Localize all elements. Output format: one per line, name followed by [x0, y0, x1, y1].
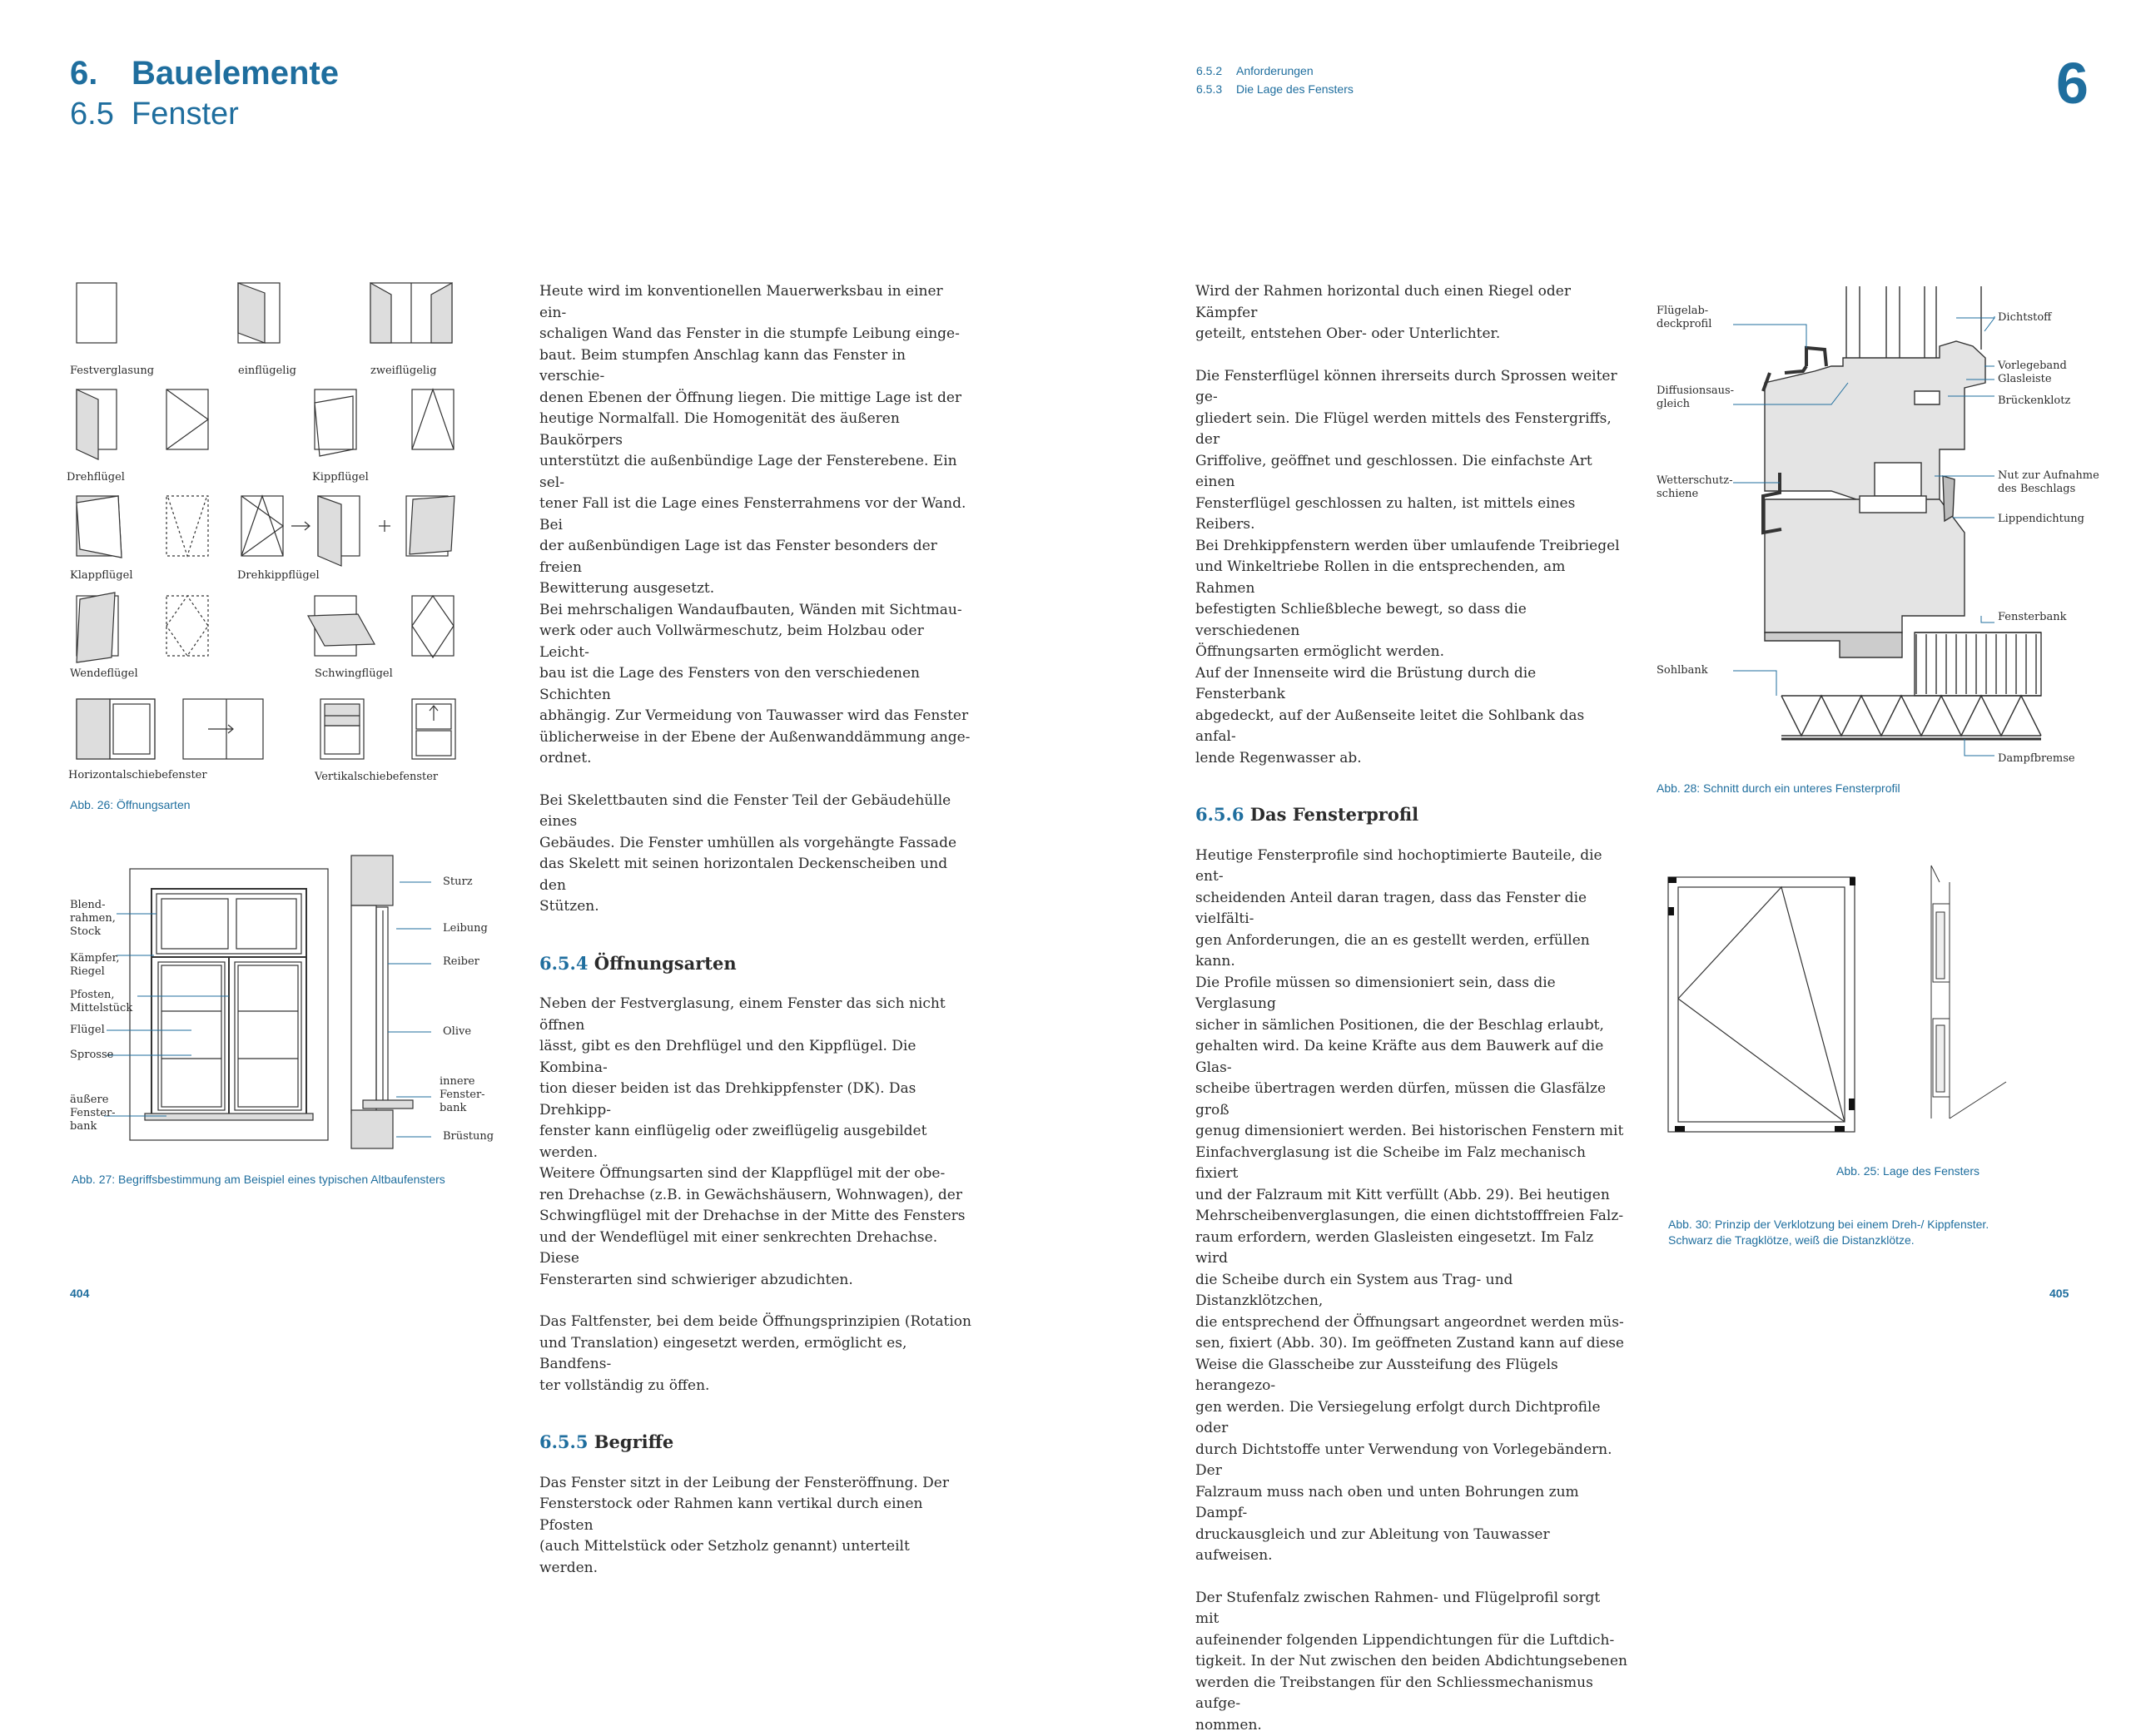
fig28-label: Flügelab- deckprofil — [1657, 305, 1711, 331]
subsection-heading: 6.5.6 Das Fensterprofil — [1195, 804, 1628, 826]
paragraph: Heutige Fensterprofile sind hochoptimierte Bauteile, die ent- scheidenden Anteil daran tragen, dass das Fenster die vielfälti- gen Anforderungen, die an es gestellt werden, erfüllen kann. Die Profile müssen so dimensioniert sein, dass die Verglasung sicher in sämlichen Positionen, die der Beschlag erlaubt, gehalten wird. Da keine Kräfte aus dem Bauwerk auf die Glas- scheibe übertragen werden dürfen, müssen die Glasfälze groß genug dimensioniert werden. Bei historischen Fenstern mit Einfachverglasung ist die Scheibe im Falz mechanisch fixiert und der Falzraum mit Kitt verfüllt (Abb. 29). Bei heutigen Mehrscheibenverglasungen, die einen dichtstofffreien Falz- raum erfordern, werden Glasleisten eingesetzt. Im Falz wird die Scheibe durch ein System aus Trag- und Distanzklötzchen, die entsprechend der Öffnungsart angeordnet werden müs- sen, fixiert (Abb. 30). Im geöffneten Zustand kann auf diese Weise die Glasscheibe zur Aussteifung des Flügels herangezo- gen werden. Die Versiegelung erfolgt durch Dichtprofile oder durch Dichtstoffe unter Verwendung von Vorlegebändern. Der Falzraum muss nach oben und unten Bohrungen zum Dampf- druckausgleich und zur Ableitung von Tauwasser aufweisen. — [1195, 846, 1628, 1567]
fig28-label: Sohlbank — [1657, 664, 1708, 677]
fig27-label: Sprosse — [70, 1049, 113, 1062]
fig28-label: Wetterschutz- schiene — [1657, 474, 1733, 501]
fig26-label: einflügelig — [238, 365, 296, 378]
fig25-caption: Abb. 25: Lage des Fensters — [1836, 1163, 1979, 1179]
fig27-label: innere Fenster- bank — [440, 1075, 485, 1115]
section-number: 6.5 — [70, 97, 132, 132]
fig27-caption: Abb. 27: Begriffsbestimmung am Beispiel eines typischen Altbaufensters — [72, 1172, 445, 1188]
fig30-caption: Abb. 30: Prinzip der Verklotzung bei einem Dreh-/ Kippfenster. Schwarz die Tragklötze, weiß die Distanzklötze. — [1668, 1217, 1989, 1248]
fig28-label: Brückenklotz — [1998, 394, 2070, 408]
fig26-label: Klappflügel — [70, 569, 132, 583]
fig28-label: Diffusionsaus- gleich — [1657, 384, 1734, 411]
fig28-caption: Abb. 28: Schnitt durch ein unteres Fensterprofil — [1657, 781, 1900, 796]
fig28-label: Dichtstoff — [1998, 311, 2051, 325]
fig26-label: Schwingflügel — [315, 667, 393, 681]
fig27-label: äußere Fenster- bank — [70, 1094, 116, 1133]
paragraph: Das Faltfenster, bei dem beide Öffnungsprinzipien (Rotation und Translation) eingesetzt werden, ermöglicht es, Bandfens- ter vollständig zu öffen. — [539, 1312, 972, 1396]
fig28-label: Nut zur Aufnahme des Beschlags — [1998, 469, 2099, 496]
fig26-caption: Abb. 26: Öffnungsarten — [70, 797, 191, 813]
chapter-marker: 6 — [2056, 50, 2089, 117]
fig26-label: Horizontalschiebefenster — [68, 769, 207, 782]
fig27-label: Pfosten, Mittelstück — [70, 989, 132, 1015]
toc-item[interactable]: 6.5.2 Anforderungen — [1196, 62, 1354, 80]
chapter-number: 6. — [70, 55, 132, 92]
fig26-label: zweiflügelig — [370, 365, 437, 378]
subsection-heading: 6.5.4 Öffnungsarten — [539, 953, 972, 975]
paragraph: Neben der Festverglasung, einem Fenster das sich nicht öffnen lässt, gibt es den Drehflügel und den Kippflügel. Die Kombina- tion dieser beiden ist das Drehkippfenster (DK). Das Drehkipp- fenster kann einflügelig oder zweiflügelig ausgebildet werden. Weitere Öffnungsarten sind der Klappflügel mit der obe- ren Drehachse (z.B. in Gewächshäusern, Wohnwagen), der Schwingflügel mit der Drehachse in der Mitte des Fensters und der Wendeflügel mit einer senkrechten Drehachse. Diese Fensterarten sind schwieriger abzudichten. — [539, 994, 972, 1291]
toc-item[interactable]: 6.5.3 Die Lage des Fensters — [1196, 80, 1354, 98]
chapter-title: Bauelemente — [132, 55, 339, 92]
fig28-label: Fensterbank — [1998, 611, 2067, 624]
fig26-label: Vertikalschiebefenster — [315, 771, 438, 784]
paragraph: Die Fensterflügel können ihrerseits durch Sprossen weiter ge- gliedert sein. Die Flügel werden mittels des Fenstergriffs, der Griffolive, geöffnet und geschlossen. Die einfachste Art einen Fensterflügel geschlossen zu halten, ist mittels eines Reibers. Bei Drehkippfenstern werden über umlaufende Treibriegel und Winkeltriebe Rollen in die entsprechenden, am Rahmen befestigten Schließbleche bewegt, so dass die verschiedenen Öffnungsarten ermöglicht werden. Auf der Innenseite wird die Brüstung durch die Fensterbank abgedeckt, auf der Außenseite leitet die Sohlbank das anfal- lende Regenwasser ab. — [1195, 366, 1628, 770]
fig27-label: Leibung — [443, 922, 488, 935]
fig27-label: Reiber — [443, 955, 479, 969]
fig27-label: Kämpfer, Riegel — [70, 952, 120, 979]
paragraph: Bei Skelettbauten sind die Fenster Teil der Gebäudehülle eines Gebäudes. Die Fenster umhüllen als vorgehängte Fassade das Skelett mit seinen horizontalen Deckenscheiben und den Stützen. — [539, 791, 972, 918]
fig27-label: Sturz — [443, 875, 473, 889]
section-title: Fenster — [132, 97, 239, 131]
fig26-label: Festverglasung — [70, 365, 154, 378]
fig28-label: Lippendichtung — [1998, 513, 2084, 526]
fig26-label: Drehkippflügel — [237, 569, 320, 583]
paragraph: Der Stufenfalz zwischen Rahmen- und Flügelprofil sorgt mit aufeinender folgenden Lippendichtungen für die Luftdich- tigkeit. In der Nut zwischen den beiden Abdichtungsebenen werden die Treibstangen für den Schliessmechanismus aufge- nommen. — [1195, 1588, 1628, 1736]
subsection-heading: 6.5.5 Begriffe — [539, 1431, 972, 1453]
fig26-label: Kippflügel — [312, 471, 369, 484]
paragraph: Das Fenster sitzt in der Leibung der Fensteröffnung. Der Fensterstock oder Rahmen kann vertikal durch einen Pfosten (auch Mittelstück oder Setzholz genannt) unterteilt werden. — [539, 1473, 972, 1580]
fig27-label: Blend- rahmen, Stock — [70, 899, 116, 939]
fig27-label: Flügel — [70, 1024, 105, 1037]
fig27-label: Brüstung — [443, 1130, 494, 1143]
fig26-label: Wendeflügel — [70, 667, 138, 681]
fig27-label: Olive — [443, 1025, 471, 1039]
fig26-label: Drehflügel — [67, 471, 125, 484]
page-number-right: 405 — [2049, 1287, 2069, 1300]
fig28-label: Vorlegeband Glasleiste — [1998, 360, 2067, 386]
fig28-label: Dampfbremse — [1998, 752, 2075, 766]
page-number-left: 404 — [70, 1287, 89, 1300]
paragraph: Wird der Rahmen horizontal duch einen Riegel oder Kämpfer geteilt, entstehen Ober- oder Unterlichter. — [1195, 281, 1628, 345]
paragraph: Heute wird im konventionellen Mauerwerksbau in einer ein- schaligen Wand das Fenster in die stumpfe Leibung einge- baut. Beim stumpfen Anschlag kann das Fenster in verschie- denen Ebenen der Öffnung liegen. Die mittige Lage ist der heutige Normalfall. Die Homogenität des äußeren Baukörpers unterstützt die außenbündige Lage der Fensterebene. Ein sel- tener Fall ist die Lage eines Fensterrahmens vor der Wand. Bei der außenbündigen Lage ist das Fenster besonders der freien Bewitterung ausgesetzt. Bei mehrschaligen Wandaufbauten, Wänden mit Sichtmau- werk oder auch Vollwärmeschutz, beim Holzbau oder Leicht- bau ist die Lage des Fensters von den verschiedenen Schichten abhängig. Zur Vermeidung von Tauwasser wird das Fenster üblicherweise in der Ebene der Außenwanddämmung ange- ordnet. — [539, 281, 972, 770]
